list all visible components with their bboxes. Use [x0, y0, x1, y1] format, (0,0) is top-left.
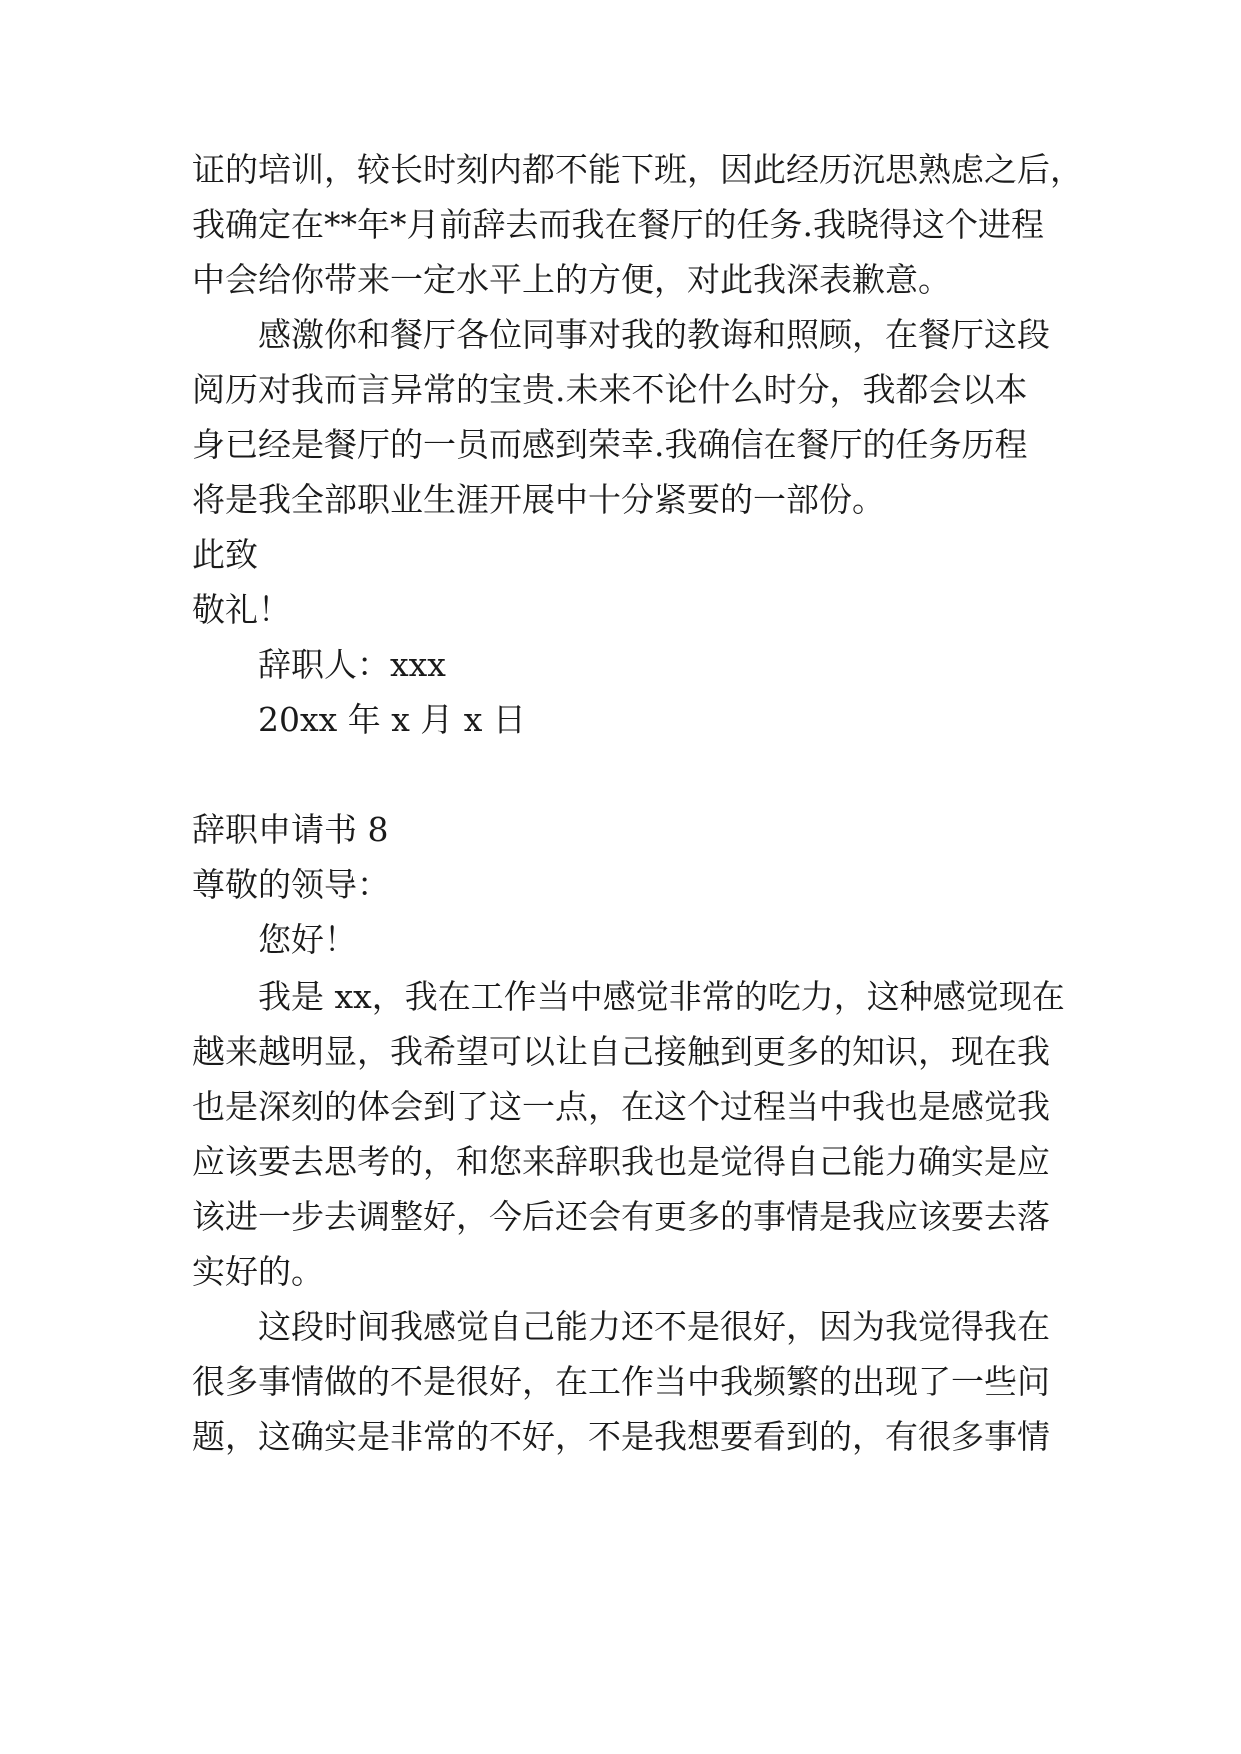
paragraph-line: 这段时间我感觉自己能力还不是很好，因为我觉得我在 — [258, 1307, 1050, 1346]
addressee-line: 尊敬的领导： — [192, 865, 390, 904]
paragraph-line: 感激你和餐厅各位同事对我的教诲和照顾，在餐厅这段 — [258, 315, 1050, 354]
paragraph-line: 越来越明显，我希望可以让自己接触到更多的知识，现在我 — [192, 1032, 1050, 1071]
date-line: 20xx 年 x 月 x 日 — [258, 700, 526, 739]
paragraph-line: 中会给你带来一定水平上的方便，对此我深表歉意。 — [192, 260, 951, 299]
paragraph-line: 阅历对我而言异常的宝贵.未来不论什么时分，我都会以本 — [192, 370, 1028, 409]
paragraph-line: 应该要去思考的，和您来辞职我也是觉得自己能力确实是应 — [192, 1142, 1050, 1181]
paragraph-line: 将是我全部职业生涯开展中十分紧要的一部份。 — [192, 480, 885, 519]
signer-line: 辞职人：xxx — [258, 645, 446, 684]
paragraph-line: 很多事情做的不是很好，在工作当中我频繁的出现了一些问 — [192, 1362, 1050, 1401]
section-title: 辞职申请书 8 — [192, 810, 389, 849]
paragraph-line: 实好的。 — [192, 1252, 324, 1291]
greeting-line: 您好！ — [258, 920, 357, 959]
salute-text: 敬礼！ — [192, 590, 291, 629]
paragraph-line: 题，这确实是非常的不好，不是我想要看到的，有很多事情 — [192, 1417, 1050, 1456]
paragraph-line: 该进一步去调整好，今后还会有更多的事情是我应该要去落 — [192, 1197, 1050, 1236]
paragraph-line: 也是深刻的体会到了这一点，在这个过程当中我也是感觉我 — [192, 1087, 1050, 1126]
paragraph-line: 证的培训，较长时刻内都不能下班，因此经历沉思熟虑之后， — [192, 150, 1083, 189]
paragraph-line: 身已经是餐厅的一员而感到荣幸.我确信在餐厅的任务历程 — [192, 425, 1028, 464]
paragraph-line: 我是 xx，我在工作当中感觉非常的吃力，这种感觉现在 — [258, 977, 1065, 1016]
paragraph-line: 我确定在**年*月前辞去而我在餐厅的任务.我晓得这个进程 — [192, 205, 1044, 244]
closing-text: 此致 — [192, 535, 258, 574]
